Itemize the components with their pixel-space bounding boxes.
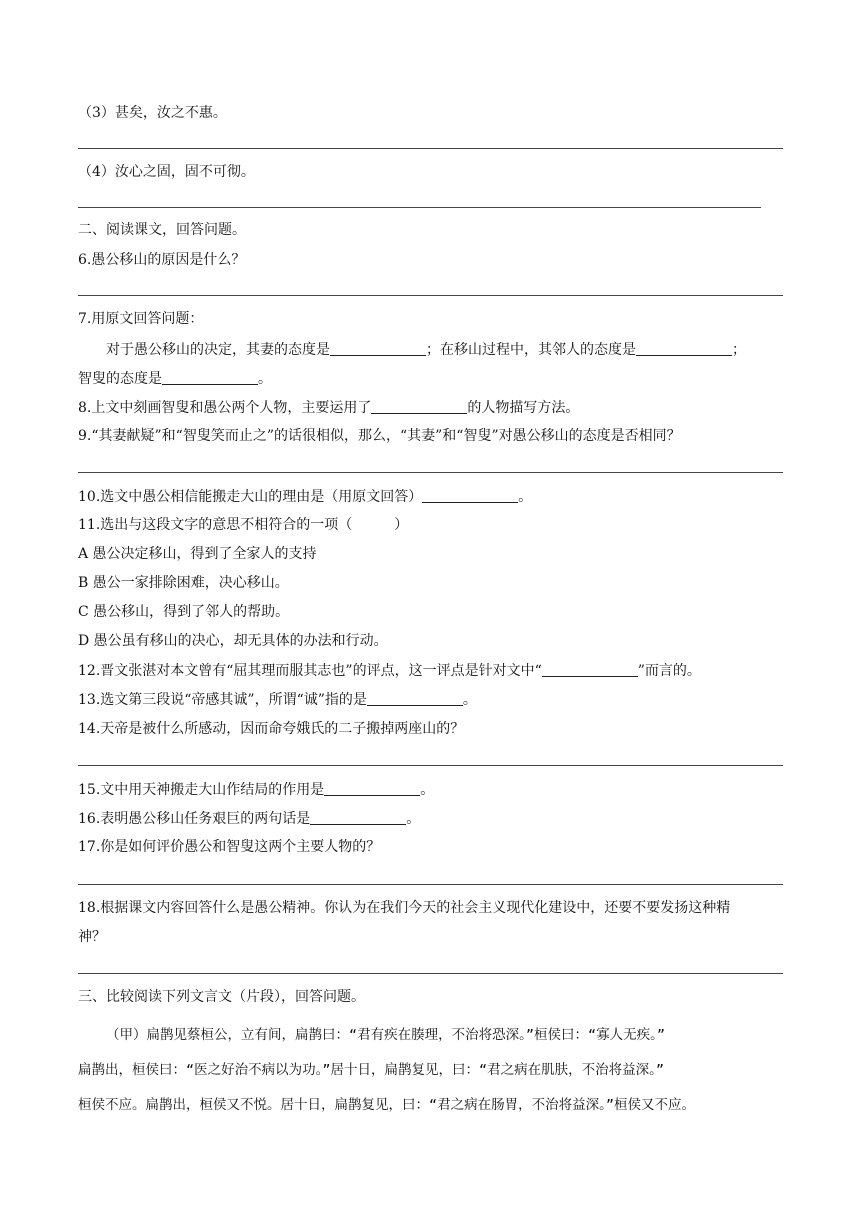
q7-text-d: 智叟的态度是 <box>78 371 162 387</box>
q10-text-b: 。 <box>518 489 533 505</box>
question-11: 11.选出与这段文字的意思不相符合的一项（ ） <box>78 517 409 533</box>
q7-text-c: ； <box>732 342 746 358</box>
question-6: 6.愚公移山的原因是什么？ <box>78 252 246 268</box>
question-8 <box>78 397 579 418</box>
q13-text-b: 。 <box>462 692 477 708</box>
q13-text-a: 13.选文第三段说“帝感其诚”，所谓“诚”指的是 <box>78 692 367 708</box>
question-9: 9.“其妻献疑”和“智叟笑而止之”的话很相似，那么，“其妻”和“智叟”对愚公移山的态度是否相同？ <box>78 428 681 444</box>
answer-blank[interactable] <box>371 397 467 414</box>
answer-blank[interactable] <box>542 660 638 677</box>
question-4: （4）汝心之固，固不可彻。 <box>78 164 255 180</box>
q7-text-e: 。 <box>258 371 272 387</box>
answer-blank[interactable] <box>422 486 518 503</box>
q7-text-a: 对于愚公移山的决定，其妻的态度是 <box>106 342 330 358</box>
passage-line-3: 桓侯不应。扁鹊出，桓侯又不悦。居十日，扁鹊复见，曰：“君之病在肠胃，不治将益深。”桓侯又不应。 <box>78 1097 696 1113</box>
q15-text-b: 。 <box>420 782 435 798</box>
answer-line <box>78 295 783 296</box>
answer-blank[interactable] <box>324 779 420 796</box>
answer-line <box>78 973 783 974</box>
answer-blank[interactable] <box>330 339 426 356</box>
answer-line <box>78 765 783 766</box>
question-7-line2 <box>78 368 272 389</box>
question-7-title: 7.用原文回答问题： <box>78 311 204 327</box>
question-12 <box>78 660 701 681</box>
question-10 <box>78 486 532 507</box>
q15-text-a: 15.文中用天神搬走大山作结局的作用是 <box>78 782 325 798</box>
question-15 <box>78 779 434 800</box>
q8-text-a: 8.上文中刻画智叟和愚公两个人物，主要运用了 <box>78 400 372 416</box>
option-c: C 愚公移山，得到了邻人的帮助。 <box>78 604 290 620</box>
option-d: D 愚公虽有移山的决心，却无具体的办法和行动。 <box>78 633 388 649</box>
answer-blank[interactable] <box>636 339 732 356</box>
answer-line <box>78 148 783 149</box>
answer-line <box>78 207 761 208</box>
option-b: B 愚公一家排除困难，决心移山。 <box>78 575 289 591</box>
q16-text-a: 16.表明愚公移山任务艰巨的两句话是 <box>78 811 311 827</box>
q16-text-b: 。 <box>406 811 421 827</box>
q12-text-a: 12.晋文张湛对本文曾有“屈其理而服其志也”的评点，这一评点是针对文中“ <box>78 663 542 679</box>
answer-blank[interactable] <box>367 689 463 706</box>
question-18-line1: 18.根据课文内容回答什么是愚公精神。你认为在我们今天的社会主义现代化建设中，还要不要发扬这种精 <box>78 900 731 916</box>
question-3: （3）甚矣，汝之不惠。 <box>78 105 227 121</box>
q12-text-b: ”而言的。 <box>637 663 701 679</box>
option-a: A 愚公决定移山，得到了全家人的支持 <box>78 546 317 562</box>
answer-blank[interactable] <box>162 368 258 385</box>
question-17: 17.你是如何评价愚公和智叟这两个主要人物的？ <box>78 839 381 855</box>
answer-line <box>78 472 783 473</box>
answer-blank[interactable] <box>310 808 406 825</box>
section-3-title: 三、比较阅读下列文言文（片段），回答问题。 <box>78 989 365 1005</box>
answer-line <box>78 884 783 885</box>
q10-text-a: 10.选文中愚公相信能搬走大山的理由是（用原文回答） <box>78 489 423 505</box>
question-14: 14.天帝是被什么所感动，因而命夸娥氏的二子搬掉两座山的？ <box>78 721 465 737</box>
question-13 <box>78 689 477 710</box>
q8-text-b: 的人物描写方法。 <box>467 400 580 416</box>
q7-text-b: ；在移山过程中，其邻人的态度是 <box>426 342 636 358</box>
passage-line-2: 扁鹊出，桓侯曰：“医之好治不病以为功。”居十日，扁鹊复见，曰：“君之病在肌肤，不治将益深。” <box>78 1062 665 1078</box>
question-16 <box>78 808 420 829</box>
question-18-line2: 神？ <box>78 929 106 945</box>
question-7-line1 <box>106 339 746 360</box>
section-2-title: 二、阅读课文，回答问题。 <box>78 222 246 238</box>
passage-line-1: （甲）扁鹊见蔡桓公，立有间，扁鹊曰：“君有疾在腠理，不治将恐深。”桓侯曰：“寡人无疾。” <box>106 1027 666 1043</box>
